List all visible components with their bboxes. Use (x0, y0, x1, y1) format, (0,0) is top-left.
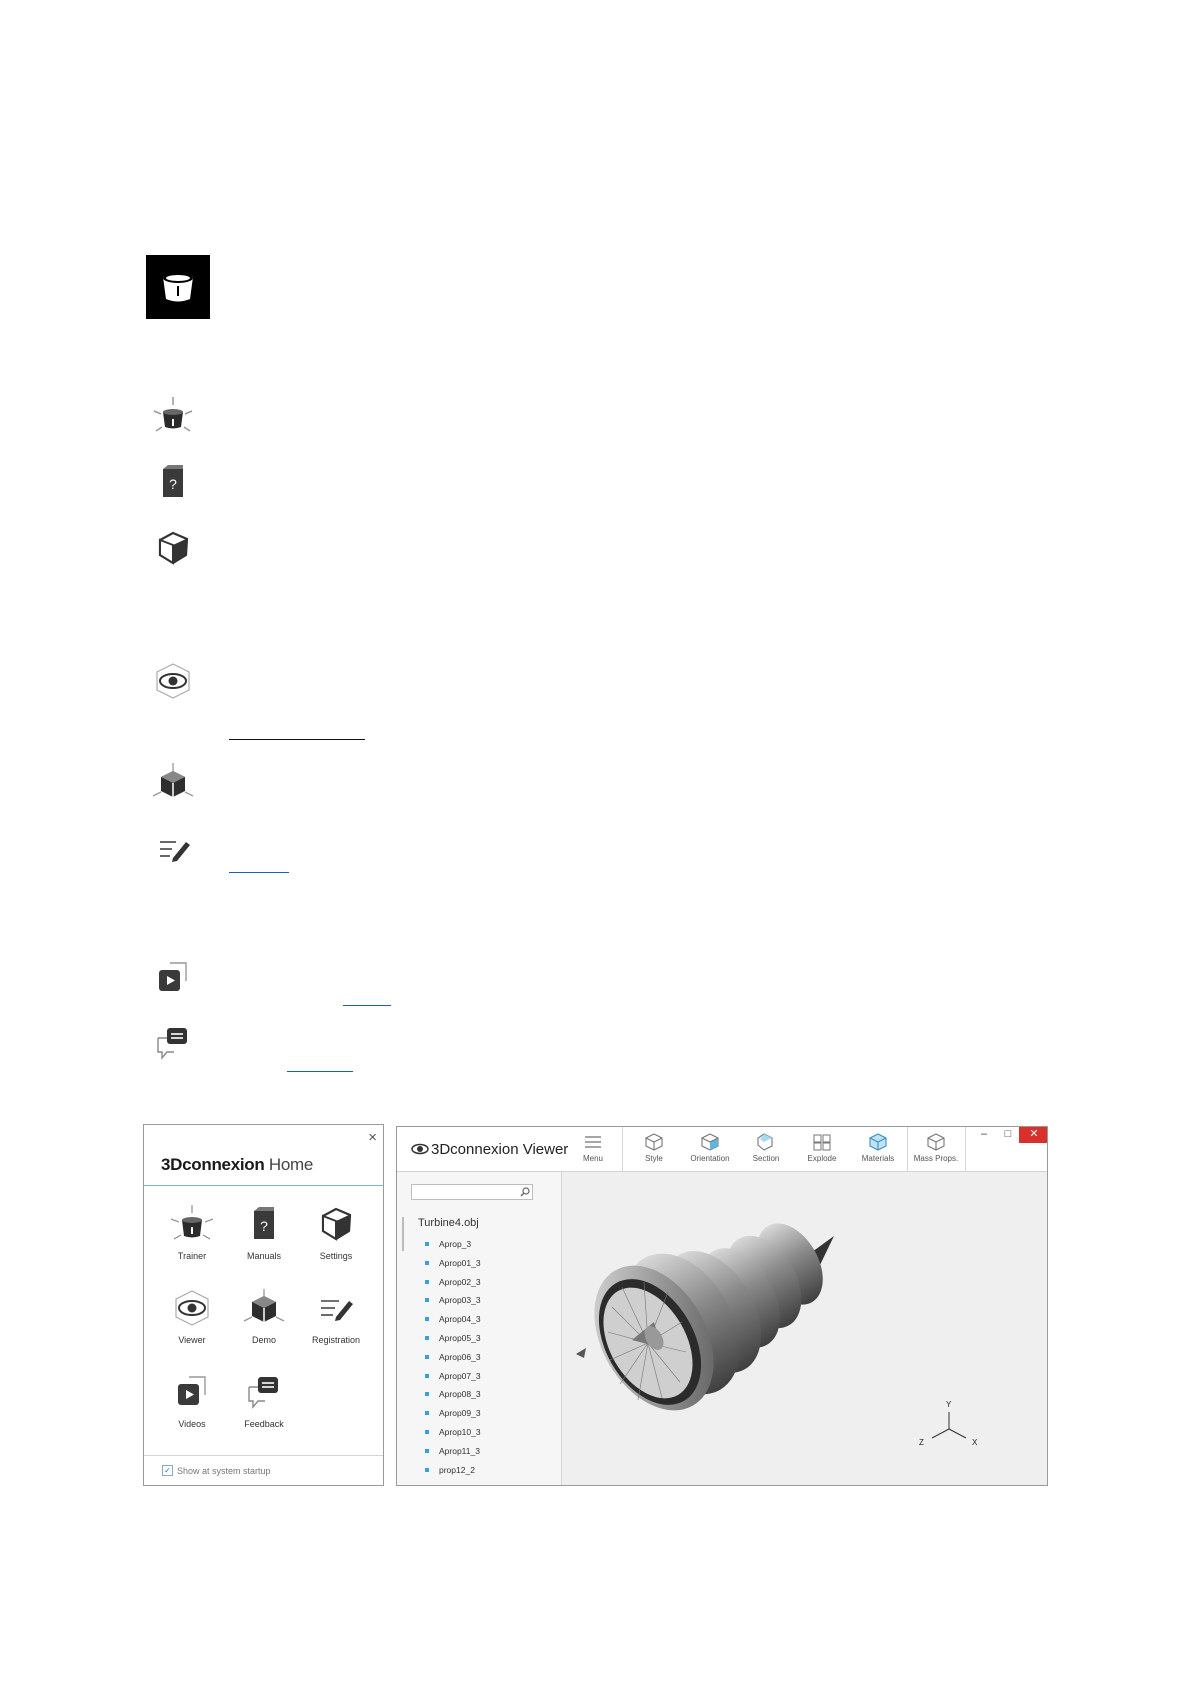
tile-label: Viewer (178, 1335, 206, 1345)
tile-label: Trainer (177, 1251, 207, 1261)
toolbar-separator (622, 1127, 623, 1171)
turbine-model (562, 1172, 1048, 1486)
minimize-button[interactable]: – (980, 1128, 988, 1140)
tile-label: Manuals (246, 1251, 282, 1261)
manual-icon (239, 1205, 289, 1247)
feedback-icon (150, 1022, 196, 1068)
list-item[interactable]: Aprop09_3 (425, 1404, 481, 1423)
tile-label: Videos (178, 1419, 206, 1429)
toolbar-section-button[interactable] (739, 1131, 793, 1163)
videos-icon (167, 1373, 217, 1415)
viewer-icon (411, 1141, 429, 1157)
tile-label: Settings (319, 1251, 353, 1261)
axis-x-label: X (972, 1438, 978, 1447)
tile-label: Feedback (244, 1419, 284, 1429)
axis-z-label: Z (919, 1438, 924, 1447)
home-title-suffix: Home (264, 1155, 314, 1174)
list-item[interactable]: Aprop10_3 (425, 1423, 481, 1442)
viewer-icon (167, 1289, 217, 1331)
tree-root-file[interactable]: Turbine4.obj (418, 1217, 479, 1229)
startup-label: Show at system startup (177, 1465, 271, 1476)
toolbar-explode-button[interactable] (795, 1131, 849, 1163)
title-divider (144, 1185, 383, 1186)
close-button[interactable]: ✕ (1019, 1127, 1048, 1143)
registration-icon (311, 1289, 361, 1331)
viewer-icon (150, 660, 196, 706)
viewer-title: 3Dconnexion Viewer (431, 1141, 569, 1158)
tile-demo[interactable] (224, 1289, 304, 1359)
toolbar-materials-button[interactable] (851, 1131, 905, 1163)
tile-videos[interactable] (152, 1373, 232, 1443)
startup-checkbox[interactable]: ✓ (162, 1465, 173, 1476)
list-item[interactable]: Aprop01_3 (425, 1254, 481, 1273)
list-item[interactable]: Aprop04_3 (425, 1310, 481, 1329)
list-item[interactable]: Aprop06_3 (425, 1348, 481, 1367)
3d-viewport[interactable] (562, 1172, 1047, 1485)
scrollbar[interactable] (402, 1217, 404, 1251)
demo-icon (239, 1289, 289, 1331)
settings-icon (311, 1205, 361, 1247)
tile-label: Registration (311, 1335, 361, 1345)
axis-triad (919, 1400, 978, 1447)
style-cube-icon (644, 1133, 664, 1151)
list-item[interactable]: Aprop03_3 (425, 1291, 481, 1310)
parts-list (425, 1235, 481, 1479)
list-item[interactable]: prop12_2 (425, 1461, 481, 1480)
tile-trainer[interactable] (152, 1205, 232, 1275)
search-input[interactable] (411, 1184, 533, 1200)
tile-viewer[interactable] (152, 1289, 232, 1359)
viewer-toolbar (397, 1127, 1047, 1172)
trainer-icon (150, 395, 196, 441)
model-tree-sidebar (397, 1172, 562, 1485)
3dconnexion-home-panel (143, 1124, 384, 1486)
feedback-link-underline[interactable] (287, 1071, 353, 1072)
toolbar-mass-props-button[interactable] (909, 1131, 963, 1163)
toolbar-menu-button[interactable] (566, 1131, 620, 1163)
tile-manuals[interactable] (224, 1205, 304, 1275)
tile-registration[interactable] (296, 1289, 376, 1359)
3dconnexion-logo-icon (146, 255, 210, 319)
section-cube-icon (756, 1133, 776, 1151)
list-item[interactable]: Aprop07_3 (425, 1367, 481, 1386)
feedback-icon (239, 1373, 289, 1415)
toolbar-label: Mass Props. (913, 1154, 959, 1163)
registration-link-underline[interactable] (229, 872, 289, 873)
hyperlink-underline[interactable] (229, 739, 365, 740)
menu-icon (583, 1133, 603, 1151)
toolbar-style-button[interactable] (627, 1131, 681, 1163)
toolbar-label: Explode (807, 1154, 837, 1163)
maximize-button[interactable]: □ (1004, 1128, 1012, 1140)
list-item[interactable]: Aprop05_3 (425, 1329, 481, 1348)
tile-settings[interactable] (296, 1205, 376, 1275)
startup-option[interactable] (162, 1465, 271, 1476)
toolbar-label: Materials (861, 1154, 895, 1163)
close-icon[interactable]: × (368, 1129, 377, 1146)
3dconnexion-viewer-window (396, 1126, 1048, 1486)
list-item[interactable]: Aprop02_3 (425, 1273, 481, 1292)
toolbar-separator (907, 1127, 908, 1171)
list-item[interactable]: Aprop_3 (425, 1235, 481, 1254)
orientation-cube-icon (700, 1133, 720, 1151)
videos-link-underline[interactable] (343, 1005, 391, 1006)
toolbar-orientation-button[interactable] (683, 1131, 737, 1163)
svg-text:?: ? (260, 1218, 268, 1234)
demo-icon (150, 762, 196, 808)
home-title-brand: 3Dconnexion (161, 1155, 265, 1174)
registration-icon (150, 828, 196, 874)
materials-cube-icon (868, 1133, 888, 1151)
videos-icon (150, 957, 196, 1003)
list-item[interactable]: Aprop11_3 (425, 1442, 481, 1461)
settings-icon (150, 527, 196, 573)
footer-divider (144, 1455, 383, 1456)
explode-cube-icon (812, 1133, 832, 1151)
toolbar-label: Orientation (690, 1154, 730, 1163)
manual-icon (150, 463, 196, 509)
trainer-icon (167, 1205, 217, 1247)
toolbar-label: Section (752, 1154, 780, 1163)
tile-feedback[interactable] (224, 1373, 304, 1443)
list-item[interactable]: Aprop08_3 (425, 1385, 481, 1404)
toolbar-label: Menu (582, 1154, 603, 1163)
toolbar-label: Style (645, 1154, 663, 1163)
home-title (161, 1155, 313, 1175)
tile-label: Demo (251, 1335, 276, 1345)
axis-y-label: Y (946, 1400, 952, 1409)
mass-props-cube-icon (926, 1133, 946, 1151)
toolbar-separator (965, 1127, 966, 1171)
svg-text:?: ? (169, 476, 177, 492)
search-icon (520, 1187, 530, 1197)
